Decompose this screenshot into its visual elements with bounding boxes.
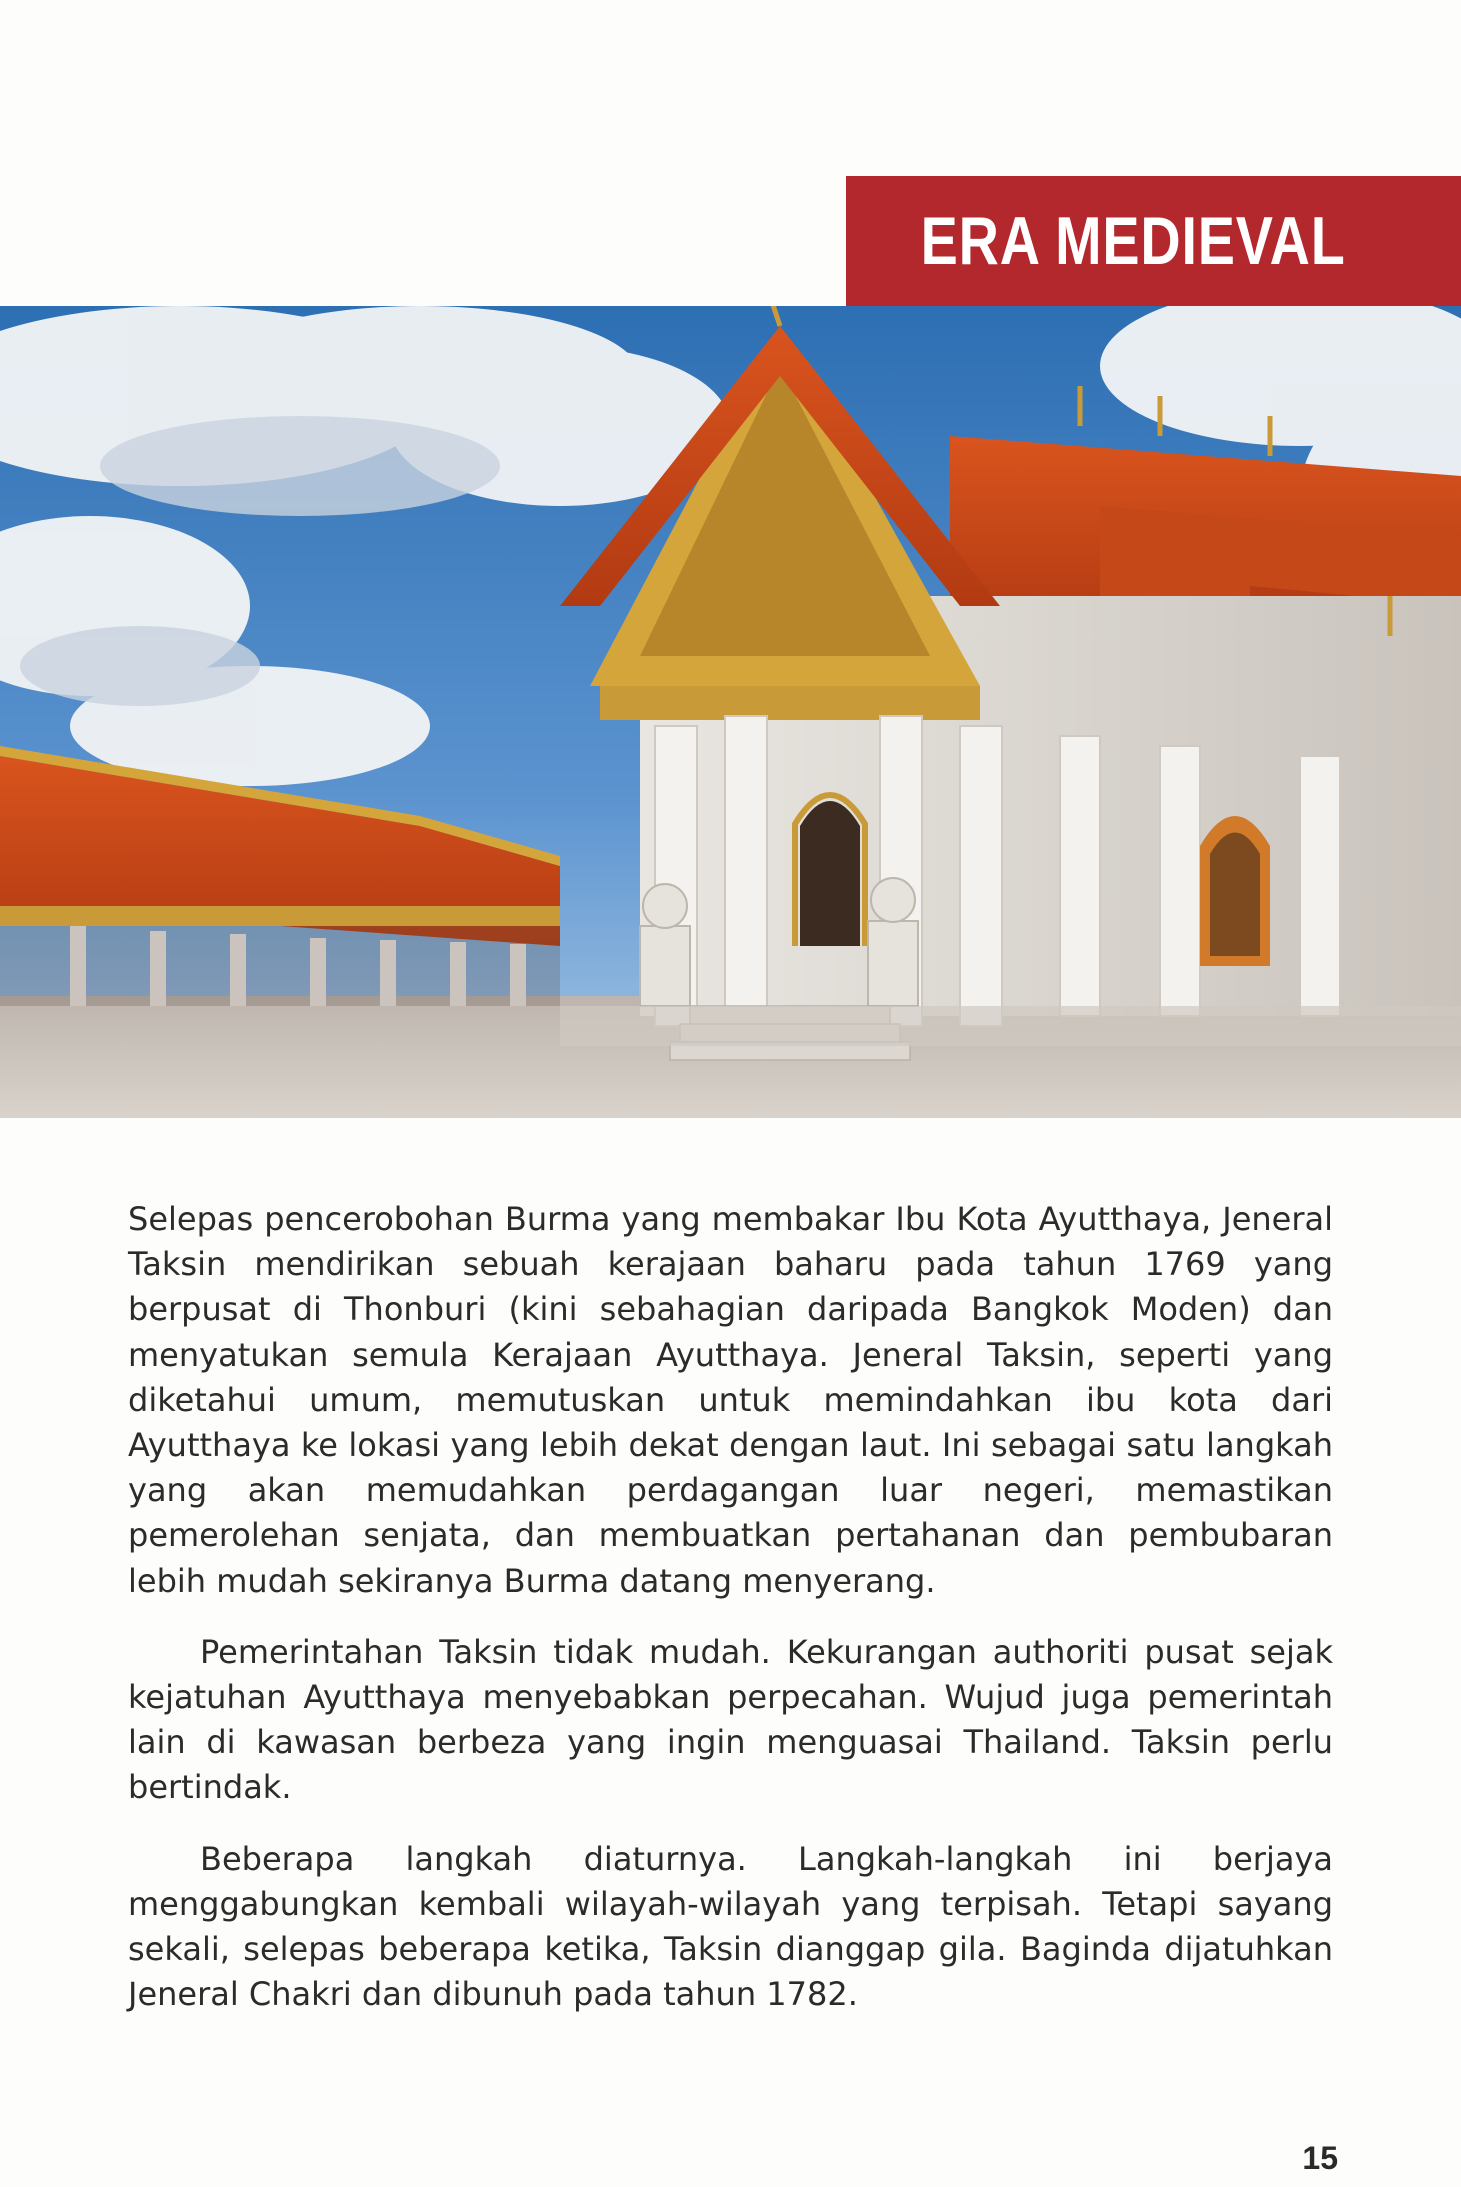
paragraph: Selepas pencerobohan Burma yang membakar Ibu Kota Ayutthaya, Jeneral Taksin mendirikan sebuah kerajaan baharu pada tahun 1769 yang berpusat di Thonburi (kini sebahagian daripada Bangkok Moden) dan menyatukan semula Kerajaan Ayutthaya. Jeneral Taksin, seperti yang diketahui umum, memutuskan untuk memindahkan ibu kota dari Ayutthaya ke lokasi yang lebih dekat dengan laut. Ini sebagai satu langkah yang akan memudahkan perdagangan luar negeri, memastikan pemerolehan senjata, dan membuatkan pertahanan dan pembubaran lebih mudah sekiranya Burma datang menyerang. <box>128 1200 1333 1600</box>
temple-photo <box>0 306 1461 1118</box>
section-title-banner <box>846 176 1461 306</box>
section-title: ERA MEDIEVAL <box>921 203 1346 279</box>
article-body <box>128 1197 1333 2043</box>
paragraph: Pemerintahan Taksin tidak mudah. Kekurangan authoriti pusat sejak kejatuhan Ayutthaya menyebabkan perpecahan. Wujud juga pemerintah lain di kawasan berbeza yang ingin menguasai Thailand. Taksin perlu bertindak. <box>128 1632 1333 1807</box>
page-number: 15 <box>1302 2140 1338 2176</box>
paragraph: Beberapa langkah diaturnya. Langkah-langkah ini berjaya menggabungkan kembali wilayah-wilayah yang terpisah. Tetapi sayang sekali, selepas beberapa ketika, Taksin dianggap gila. Baginda dijatuhkan Jeneral Chakri dan dibunuh pada tahun 1782. <box>128 1839 1333 2014</box>
